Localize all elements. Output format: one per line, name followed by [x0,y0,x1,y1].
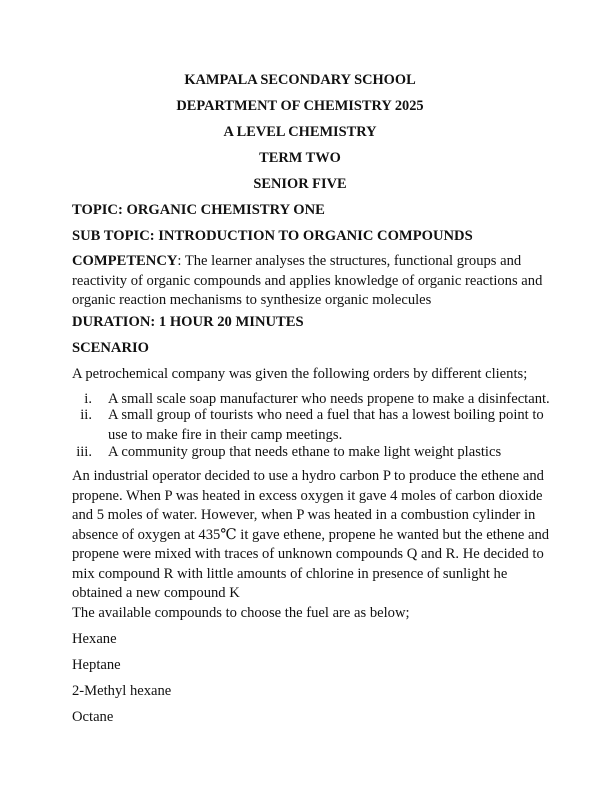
paragraph-line: absence of oxygen at 435℃ it gave ethene, propene he wanted but the ethene and [72,526,550,543]
list-item-text: A small scale soap manufacturer who needs propene to make a disinfectant. [108,391,550,407]
competency-line-2: reactivity of organic compounds and applies knowledge of organic reactions and [72,272,543,289]
paragraph-line: propene. When P was heated in excess oxygen it gave 4 moles of carbon dioxide [72,487,543,504]
available-compounds-intro: The available compounds to choose the fuel are as below; [72,605,410,621]
sub-topic-heading: SUB TOPIC: INTRODUCTION TO ORGANIC COMPOUNDS [72,228,473,244]
level-title: A LEVEL CHEMISTRY [223,124,377,140]
list-item-text: A community group that needs ethane to make light weight plastics [108,444,502,460]
list-item-line: use to make fire in their camp meetings. [108,426,343,443]
paragraph-line: and 5 moles of water. However, when P was heated in a combustion cylinder in [72,507,536,523]
compound-2-methyl-hexane: 2-Methyl hexane [72,683,172,699]
competency-line-1: : The learner analyses the structures, functional groups and [177,253,522,269]
term-title: TERM TWO [259,150,341,166]
compound-heptane: Heptane [72,657,121,673]
scenario-heading: SCENARIO [72,340,150,356]
scenario-paragraph [72,467,550,604]
list-item-number: iii. [76,444,92,460]
competency-label: COMPETENCY [72,253,178,269]
school-name: KAMPALA SECONDARY SCHOOL [184,72,416,88]
competency-line-3: organic reaction mechanisms to synthesize organic molecules [72,292,432,308]
paragraph-line: obtained a new compound K [72,585,240,601]
compound-octane: Octane [72,709,114,725]
list-item-number: ii. [80,407,92,423]
duration-heading: DURATION: 1 HOUR 20 MINUTES [72,314,304,330]
scenario-intro: A petrochemical company was given the following orders by different clients; [72,366,528,382]
compound-hexane: Hexane [72,631,117,647]
paragraph-line: mix compound R with little amounts of chlorine in presence of sunlight he [72,565,508,582]
list-item-number: i. [84,391,92,407]
class-title: SENIOR FIVE [253,176,347,192]
list-item-line: A small group of tourists who need a fuel that has a lowest boiling point to [108,407,544,423]
list-item-text [108,406,544,445]
topic-heading: TOPIC: ORGANIC CHEMISTRY ONE [72,202,325,218]
department-title: DEPARTMENT OF CHEMISTRY 2025 [176,98,424,114]
paragraph-line: propene were mixed with traces of unknown compounds Q and R. He decided to [72,546,544,562]
paragraph-line: An industrial operator decided to use a hydro carbon P to produce the ethene and [72,468,544,484]
competency-paragraph [72,252,542,311]
